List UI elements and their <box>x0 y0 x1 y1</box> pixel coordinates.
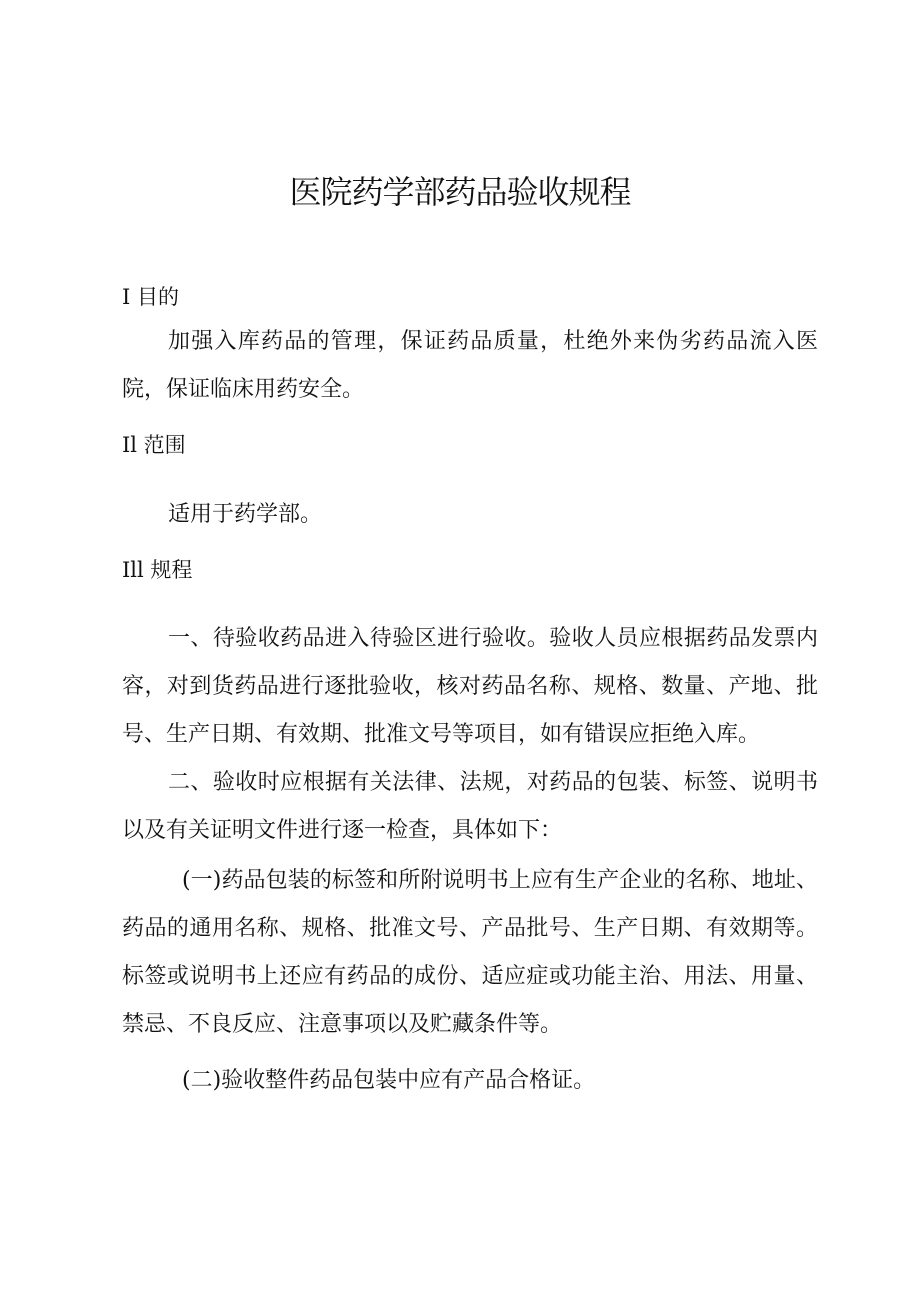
paragraph-procedure-2-item-1: (一)药品包装的标签和所附说明书上应有生产企业的名称、地址、药品的通用名称、规格、批准文号、产品批号、生产日期、有效期等。标签或说明书上还应有药品的成份、适应症或功能主治、用法、用量、禁忌、不良反应、注意事项以及贮藏条件等。 <box>122 868 818 1037</box>
paragraph-procedure-2-item-2: (二)验收整件药品包装中应有产品合格证。 <box>182 1068 596 1093</box>
paragraph-procedure-1: 一、待验收药品进入待验区进行验收。验收人员应根据药品发票内容，对到货药品进行逐批验收，核对药品名称、规格、数量、产地、批号、生产日期、有效期、批准文号等项目，如有错误应拒绝入库。 <box>122 626 818 747</box>
section-heading-procedure: Ill 规程 <box>122 558 193 582</box>
paragraph-procedure-2: 二、验收时应根据有关法律、法规，对药品的包装、标签、说明书以及有关证明文件进行逐一检查，具体如下： <box>122 770 818 843</box>
paragraph-purpose: 加强入库药品的管理，保证药品质量，杜绝外来伪劣药品流入医院，保证临床用药安全。 <box>122 329 818 402</box>
document-title: 医院药学部药品验收规程 <box>289 173 631 211</box>
section-heading-purpose: I 目的 <box>122 285 179 309</box>
section-heading-scope: Il 范围 <box>122 433 186 457</box>
paragraph-scope: 适用于药学部。 <box>168 502 323 527</box>
